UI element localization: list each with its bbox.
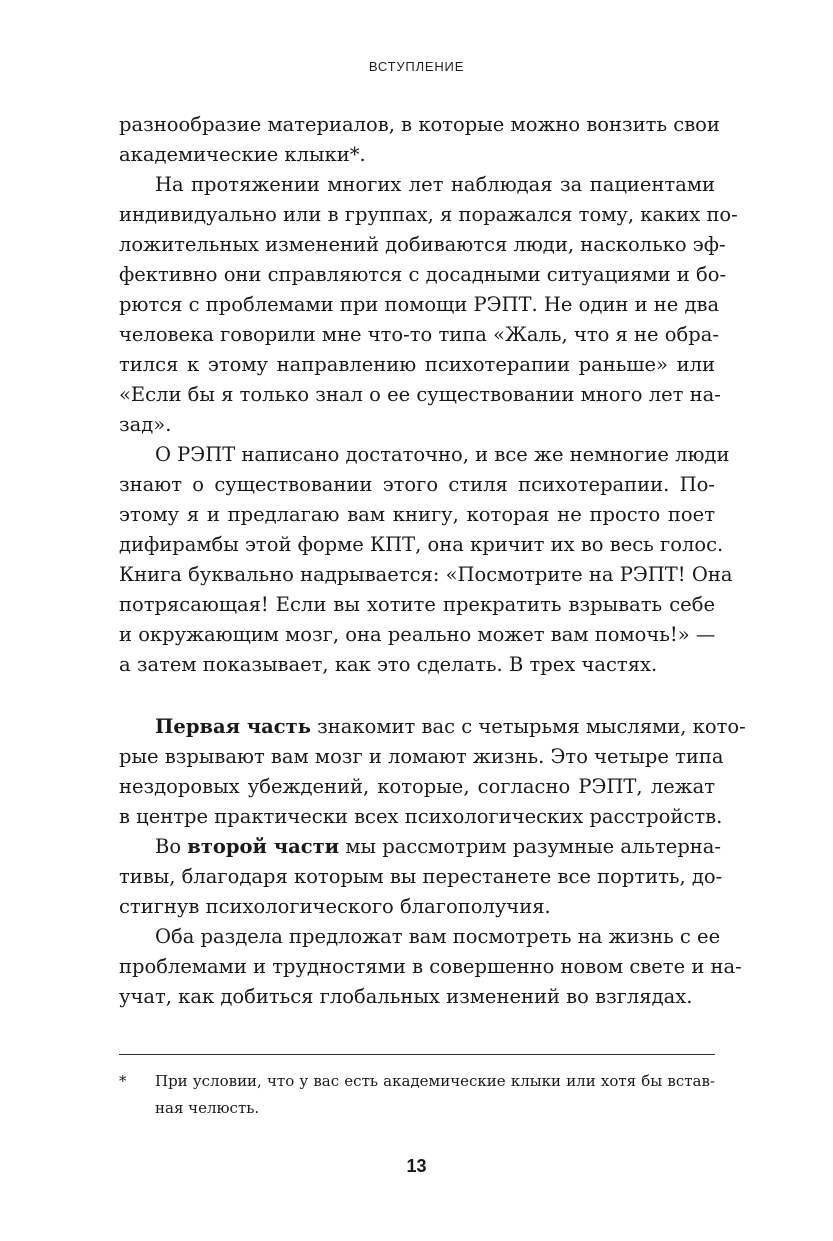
text-line: проблемами и трудностями в совершенно новом свете и на- (119, 955, 742, 978)
text-line: нездоровых убеждений, которые, согласно РЭПТ, лежат (119, 775, 715, 798)
text-line: рые взрывают вам мозг и ломают жизнь. Это четыре типа (119, 745, 724, 768)
text-line: индивидуально или в группах, я поражался тому, каких по- (119, 203, 738, 226)
footnote-marker: * (119, 1072, 127, 1090)
paragraph-1 (119, 110, 720, 170)
bold-lead: Первая часть (155, 715, 311, 738)
text-line: фективно они справляются с досадными ситуациями и бо- (119, 263, 727, 286)
text-line: О РЭПТ написано достаточно, и все же немногие люди (155, 443, 730, 466)
paragraph-5 (119, 832, 723, 922)
line-lead: Во (155, 835, 188, 858)
text-line: а затем показывает, как это сделать. В трех частях. (119, 653, 658, 676)
text-line: этому я и предлагаю вам книгу, которая не просто поет (119, 503, 715, 526)
page-number: 13 (406, 1156, 427, 1176)
text-line: дифирамбы этой форме КПТ, она кричит их во весь голос. (119, 533, 724, 556)
text-line: ложительных изменений добиваются люди, насколько эф- (119, 233, 726, 256)
text-line: Оба раздела предложат вам посмотреть на жизнь с ее (155, 925, 721, 948)
paragraph-2 (119, 170, 738, 440)
text-line: зад». (119, 413, 172, 436)
text-line: в центре практически всех психологических расстройств. (119, 805, 723, 828)
text-line: академические клыки*. (119, 143, 366, 166)
footnote-text (155, 1068, 715, 1122)
line-rest: мы рассмотрим разумные альтерна- (339, 835, 722, 858)
section-gap (119, 680, 715, 712)
text-line: «Если бы я только знал о ее существовании много лет на- (119, 383, 721, 406)
paragraph-6 (119, 922, 742, 1012)
paragraph-3 (119, 440, 733, 680)
text-line (119, 832, 722, 862)
text-line: стигнув психологического благополучия. (119, 895, 551, 918)
footnote-divider (119, 1054, 715, 1055)
body-text (119, 110, 746, 1012)
text-line: знают о существовании этого стиля психотерапии. По- (119, 473, 715, 496)
text-line: тивы, благодаря которым вы перестанете все портить, до- (119, 865, 723, 888)
text-line: разнообразие материалов, в которые можно вонзить свои (119, 113, 720, 136)
bold-phrase: второй части (187, 835, 340, 858)
text-line: рются с проблемами при помощи РЭПТ. Не один и не два (119, 293, 720, 316)
running-header: ВСТУПЛЕНИЕ (368, 59, 465, 74)
footnote-line: ная челюсть. (155, 1099, 260, 1117)
text-line: человека говорили мне что-то типа «Жаль, что я не обра- (119, 323, 719, 346)
footnote (119, 1068, 715, 1122)
text-line: учат, как добиться глобальных изменений во взглядах. (119, 985, 693, 1008)
footnote-line: При условии, что у вас есть академические клыки или хотя бы встав- (155, 1072, 715, 1090)
paragraph-4 (119, 712, 746, 832)
text-line (119, 712, 746, 742)
line-rest: знакомит вас с четырьмя мыслями, кото- (310, 715, 746, 738)
text-line: потрясающая! Если вы хотите прекратить взрывать себе (119, 593, 715, 616)
text-line: и окружающим мозг, она реально может вам помочь!» — (119, 623, 716, 646)
text-line: На протяжении многих лет наблюдая за пациентами (155, 173, 715, 196)
text-line: Книга буквально надрывается: «Посмотрите на РЭПТ! Она (119, 563, 733, 586)
text-line: тился к этому направлению психотерапии раньше» или (119, 353, 715, 376)
